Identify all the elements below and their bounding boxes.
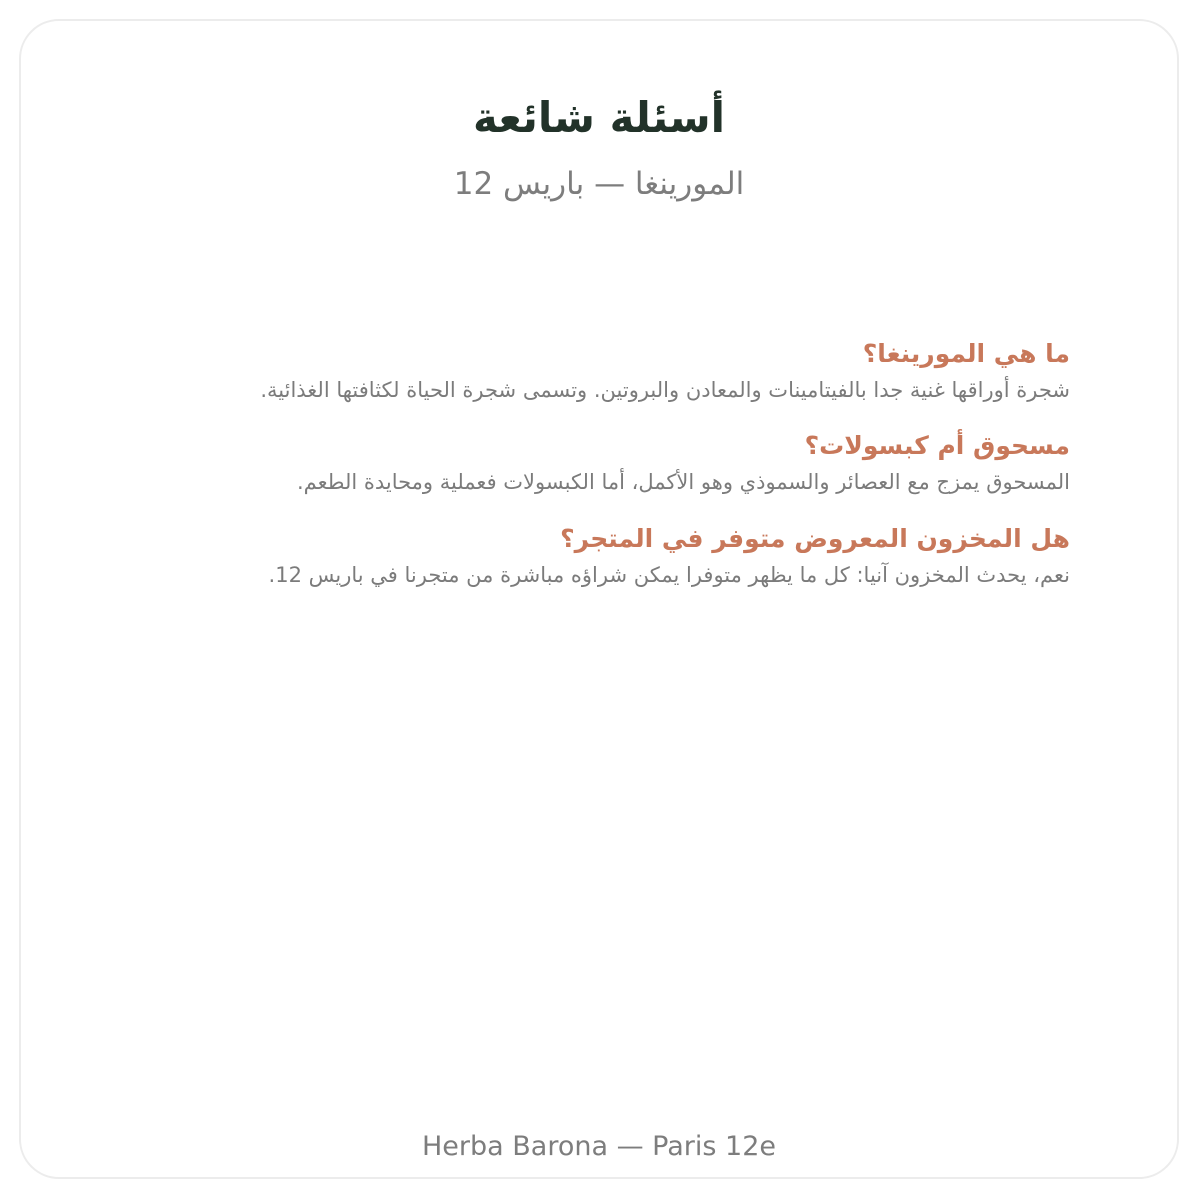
faq-answer: شجرة أوراقها غنية جدا بالفيتامينات والمعادن والبروتين. وتسمى شجرة الحياة لكثافتها الغذائية. [260, 378, 1070, 402]
faq-question: مسحوق أم كبسولات؟ [804, 431, 1070, 461]
faq-card [19, 19, 1179, 1179]
faq-answer: المسحوق يمزج مع العصائر والسموذي وهو الأكمل، أما الكبسولات فعملية ومحايدة الطعم. [296, 470, 1070, 495]
faq-answer: نعم، يحدث المخزون آنيا: كل ما يظهر متوفرا يمكن شراؤه مباشرة من متجرنا في باريس 12. [268, 562, 1070, 587]
faq-item [210, 339, 1070, 403]
page-title: أسئلة شائعة [472, 93, 726, 142]
page-subtitle: المورينغا — باريس 12 [453, 166, 745, 202]
faq-list [210, 339, 1070, 616]
faq-item [210, 524, 1070, 588]
faq-item [210, 431, 1070, 495]
faq-question: ما هي المورينغا؟ [862, 339, 1070, 368]
faq-question: هل المخزون المعروض متوفر في المتجر؟ [560, 523, 1070, 553]
footer-brand: Herba Barona — Paris 12e [421, 1131, 777, 1162]
